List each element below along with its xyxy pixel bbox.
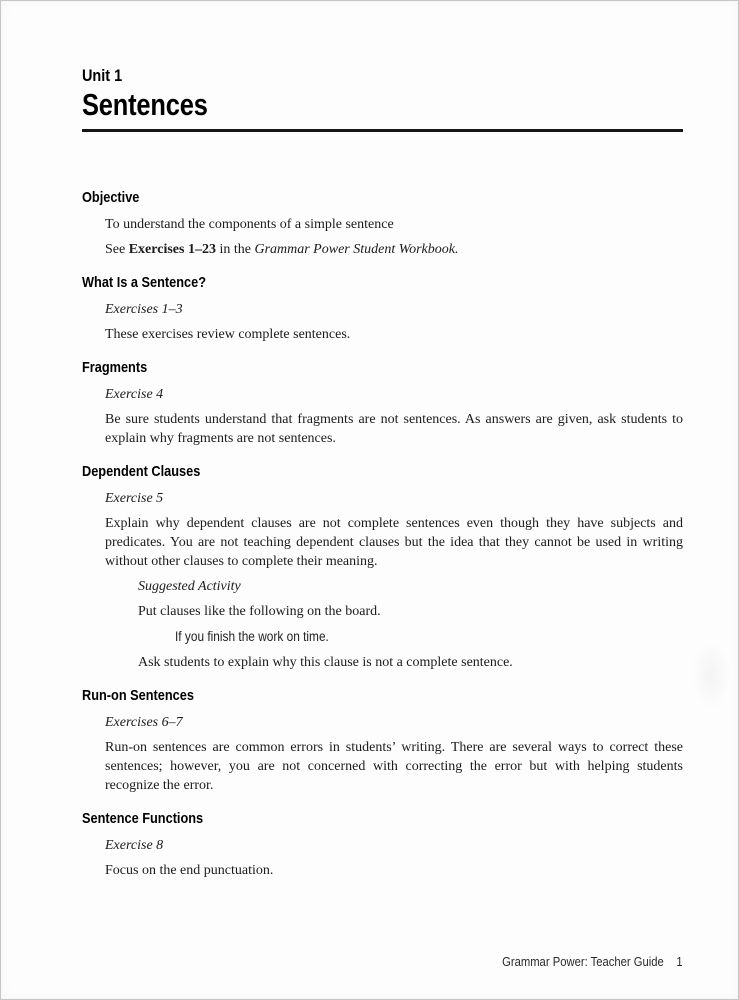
page-title-text: Sentences [82, 87, 208, 122]
section-heading [82, 273, 683, 293]
text-run: Explain why dependent clauses are not complete sentences even though they have subjects and predicates. You are not teaching dependent clauses but the idea that they cannot be used in writing without other clauses to complete their meaning. [105, 515, 683, 569]
text-run: Exercises 1–23 [128, 241, 216, 257]
text-run: If you finish the work on time. [175, 628, 329, 644]
text-run: To understand the components of a simple sentence [105, 216, 394, 232]
body [105, 410, 683, 448]
exercise [105, 300, 683, 319]
text-run: Be sure students understand that fragments are not sentences. As answers are given, ask students to explain why fragments are not sentences. [105, 411, 683, 446]
text-run: Run-on sentences are common errors in students’ writing. There are several ways to correct these sentences; however, you are not concerned with correcting the error but with helping students recognize the error. [105, 739, 683, 793]
page-footer [482, 955, 683, 970]
text-run: Exercise 8 [105, 837, 164, 853]
section-heading-text: Objective [82, 188, 140, 206]
text-run: These exercises review complete sentences. [105, 326, 351, 342]
text-run: in the [215, 241, 255, 257]
section-heading-text: What Is a Sentence? [82, 273, 206, 291]
body [105, 738, 683, 795]
text-run: Grammar Power Student Workbook. [254, 241, 459, 257]
text-run: Exercise 4 [105, 386, 164, 402]
text-run: Put clauses like the following on the board. [138, 603, 381, 619]
section-heading-text: Run-on Sentences [82, 686, 194, 704]
activity-body [138, 653, 683, 672]
exercise [105, 836, 683, 855]
body [105, 240, 683, 259]
body [105, 514, 683, 571]
title-rule [82, 129, 683, 132]
content-section [82, 358, 683, 448]
content-section [82, 809, 683, 880]
activity-title [138, 577, 683, 596]
body [105, 861, 683, 880]
text-run: Exercises 1–3 [105, 301, 183, 317]
text-run: See [105, 241, 129, 257]
content-section [82, 462, 683, 672]
exercise [105, 713, 683, 732]
content-section [82, 273, 683, 344]
page-title [82, 88, 683, 122]
section-heading-text: Dependent Clauses [82, 462, 201, 480]
text-run: Exercise 5 [105, 490, 164, 506]
unit-header [82, 66, 683, 132]
exercise [105, 385, 683, 404]
section-heading [82, 686, 683, 706]
activity-body [138, 602, 683, 621]
text-run: Ask students to explain why this clause is not a complete sentence. [138, 654, 513, 670]
footer-page-number: 1 [676, 955, 683, 969]
content-section [82, 188, 683, 259]
sections-container [82, 188, 683, 880]
text-run: Focus on the end punctuation. [105, 862, 274, 878]
unit-label [82, 66, 683, 85]
section-heading-text: Fragments [82, 358, 148, 376]
body [105, 215, 683, 234]
content-section [82, 686, 683, 795]
section-heading [82, 462, 683, 482]
board-example [175, 627, 683, 647]
footer-book-title: Grammar Power: Teacher Guide [502, 955, 665, 969]
section-heading [82, 809, 683, 829]
body [105, 325, 683, 344]
unit-label-text: Unit 1 [82, 66, 123, 85]
footer-text [502, 955, 683, 969]
exercise [105, 489, 683, 508]
text-run: Suggested Activity [138, 578, 241, 594]
section-heading [82, 188, 683, 208]
scan-bleed-artifact [691, 640, 731, 710]
section-heading [82, 358, 683, 378]
text-run: Exercises 6–7 [105, 714, 183, 730]
section-heading-text: Sentence Functions [82, 809, 204, 827]
